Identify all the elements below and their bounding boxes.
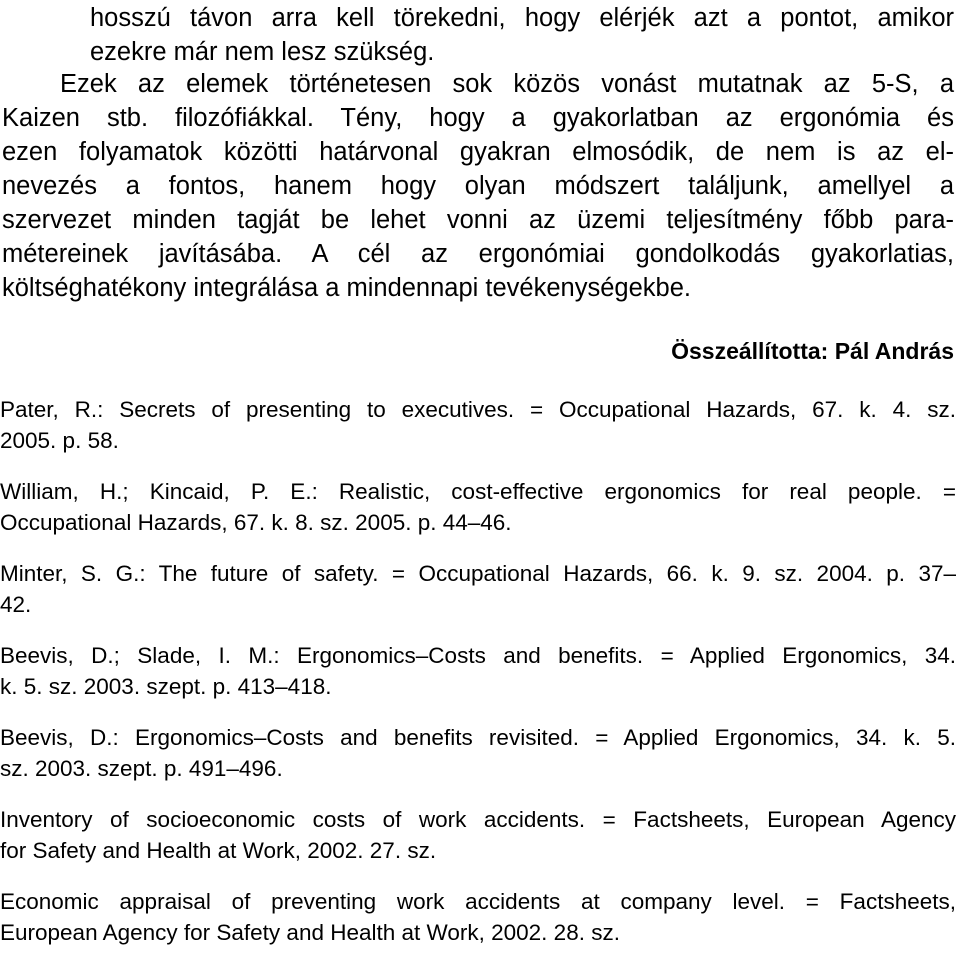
paragraph-line: szervezet minden tagját be lehet vonni az üzemi teljesítmény főbb para-	[2, 206, 954, 234]
reference-line: William, H.; Kincaid, P. E.: Realistic, cost-effective ergonomics for real people. =	[0, 479, 956, 504]
reference-line: Beevis, D.: Ergonomics–Costs and benefits revisited. = Applied Ergonomics, 34. k. 5.	[0, 725, 956, 750]
paragraph-line: ezekre már nem lesz szükség.	[90, 38, 435, 66]
reference-item	[0, 641, 956, 702]
paragraph-line: nevezés a fontos, hanem hogy olyan módszert találjunk, amellyel a	[2, 172, 954, 200]
paragraph-line: ezen folyamatok közötti határvonal gyakran elmosódik, de nem is az el-	[2, 138, 954, 166]
reference-line: k. 5. sz. 2003. szept. p. 413–418.	[0, 673, 332, 699]
paragraph-main	[2, 67, 954, 305]
reference-line: Beevis, D.; Slade, I. M.: Ergonomics–Costs and benefits. = Applied Ergonomics, 34.	[0, 643, 956, 668]
paragraph-line: Ezek az elemek történetesen sok közös vonást mutatnak az 5-S, a	[60, 70, 954, 98]
reference-line: sz. 2003. szept. p. 491–496.	[0, 755, 283, 781]
reference-item	[0, 559, 956, 620]
reference-line: Minter, S. G.: The future of safety. = Occupational Hazards, 66. k. 9. sz. 2004. p. 37–	[0, 561, 956, 586]
reference-line: European Agency for Safety and Health at Work, 2002. 28. sz.	[0, 919, 620, 945]
paragraph-line: Kaizen stb. filozófiákkal. Tény, hogy a gyakorlatban az ergonómia és	[2, 104, 954, 132]
reference-item	[0, 477, 956, 538]
reference-line: Pater, R.: Secrets of presenting to executives. = Occupational Hazards, 67. k. 4. sz.	[0, 397, 956, 422]
paragraph-line: hosszú távon arra kell törekedni, hogy elérjék azt a pontot, amikor	[90, 4, 954, 32]
reference-line: 42.	[0, 591, 32, 617]
reference-line: Occupational Hazards, 67. k. 8. sz. 2005. p. 44–46.	[0, 509, 512, 535]
paragraph-continuation	[2, 1, 954, 69]
reference-line: Inventory of socioeconomic costs of work accidents. = Factsheets, European Agency	[0, 807, 956, 832]
reference-line: for Safety and Health at Work, 2002. 27. sz.	[0, 837, 437, 863]
author-credit: Összeállította: Pál András	[671, 338, 954, 364]
reference-item	[0, 887, 956, 948]
paragraph-line: métereinek javításába. A cél az ergonómiai gondolkodás gyakorlatias,	[2, 240, 954, 268]
reference-item	[0, 395, 956, 456]
reference-item	[0, 805, 956, 866]
paragraph-line: költséghatékony integrálása a mindennapi tevékenységekbe.	[2, 274, 691, 302]
reference-list	[0, 395, 956, 969]
reference-line: 2005. p. 58.	[0, 427, 119, 453]
reference-line: Economic appraisal of preventing work accidents at company level. = Factsheets,	[0, 889, 956, 914]
reference-item	[0, 723, 956, 784]
